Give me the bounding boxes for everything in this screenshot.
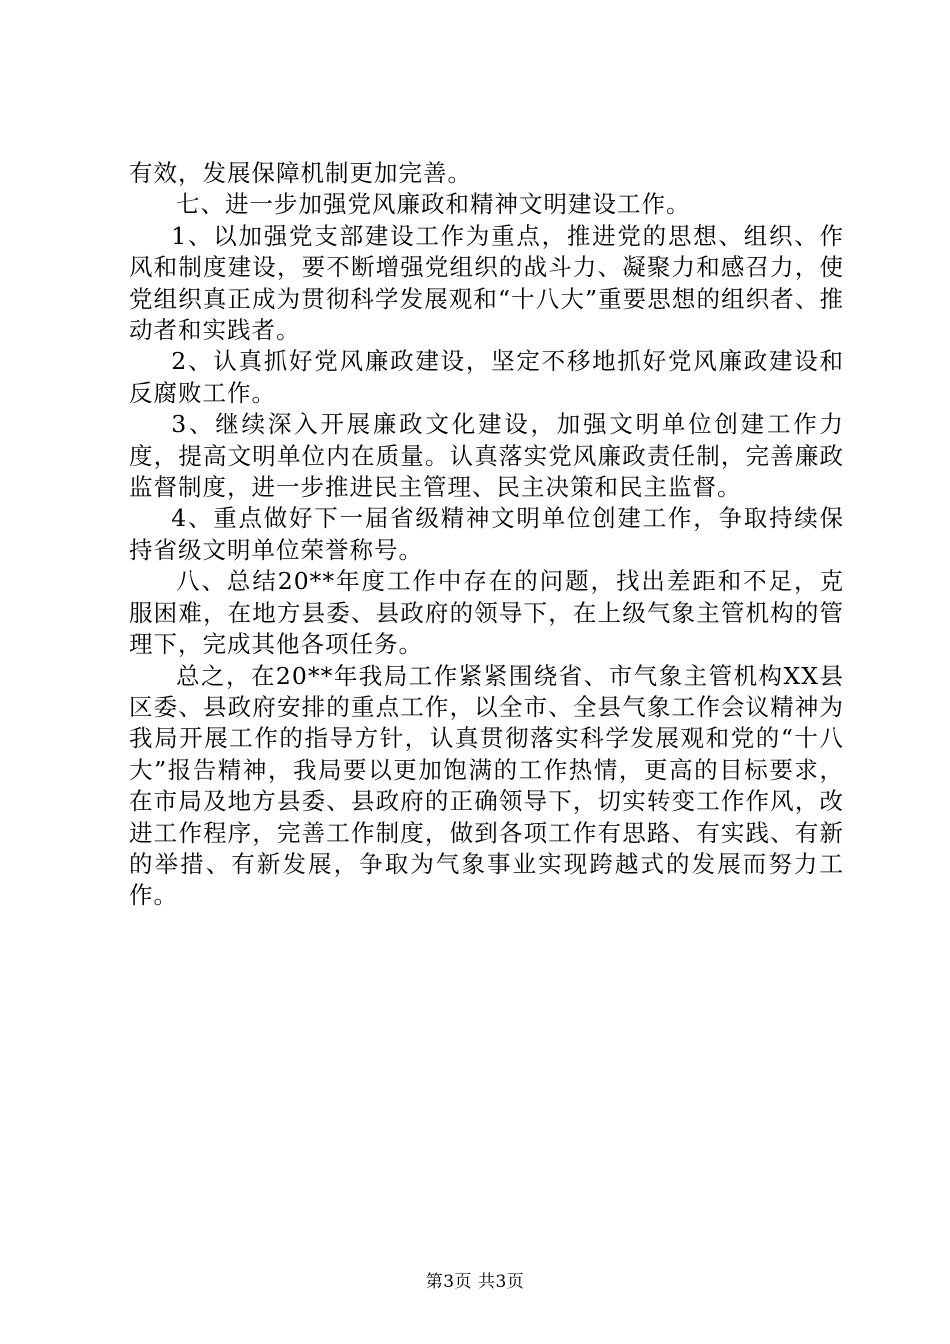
section-heading-7: 七、进一步加强党风廉政和精神文明建设工作。: [176, 190, 691, 219]
section-heading-8: 八、总结20**年度工作中存在的问题，找出差距和不足，克服困难，在地方县委、县政府的领导下，在上级气象主管机构的管理下，完成其他各项任务。: [129, 567, 844, 659]
list-item-3: 3、继续深入开展廉政文化建设，加强文明单位创建工作力度，提高文明单位内在质量。认真落实党风廉政责任制，完善廉政监督制度，进一步推进民主管理、民主决策和民主监督。: [129, 410, 844, 502]
page-footer: [0, 1272, 950, 1292]
page-number: 第3页 共3页: [425, 1272, 525, 1292]
document-body: [129, 158, 844, 912]
conclusion-paragraph: 总之，在20**年我局工作紧紧围绕省、市气象主管机构XX县区委、县政府安排的重点工作，以全市、全县气象工作会议精神为我局开展工作的指导方针，认真贯彻落实科学发展观和党的“十八大”报告精神，我局要以更加饱满的工作热情，更高的目标要求，在市局及地方县委、县政府的正确领导下，切实转变工作作风，改进工作程序，完善工作制度，做到各项工作有思路、有实践、有新的举措、有新发展，争取为气象事业实现跨越式的发展而努力工作。: [129, 661, 844, 910]
list-item-1: 1、以加强党支部建设工作为重点，推进党的思想、组织、作风和制度建设，要不断增强党组织的战斗力、凝聚力和感召力，使党组织真正成为贯彻科学发展观和“十八大”重要思想的组织者、推动者和实践者。: [129, 221, 844, 345]
list-item-2: 2、认真抓好党风廉政建设，坚定不移地抓好党风廉政建设和反腐败工作。: [129, 347, 844, 407]
paragraph-continuation: 有效，发展保障机制更加完善。: [129, 159, 472, 187]
list-item-4: 4、重点做好下一届省级精神文明单位创建工作，争取持续保持省级文明单位荣誉称号。: [129, 504, 844, 564]
